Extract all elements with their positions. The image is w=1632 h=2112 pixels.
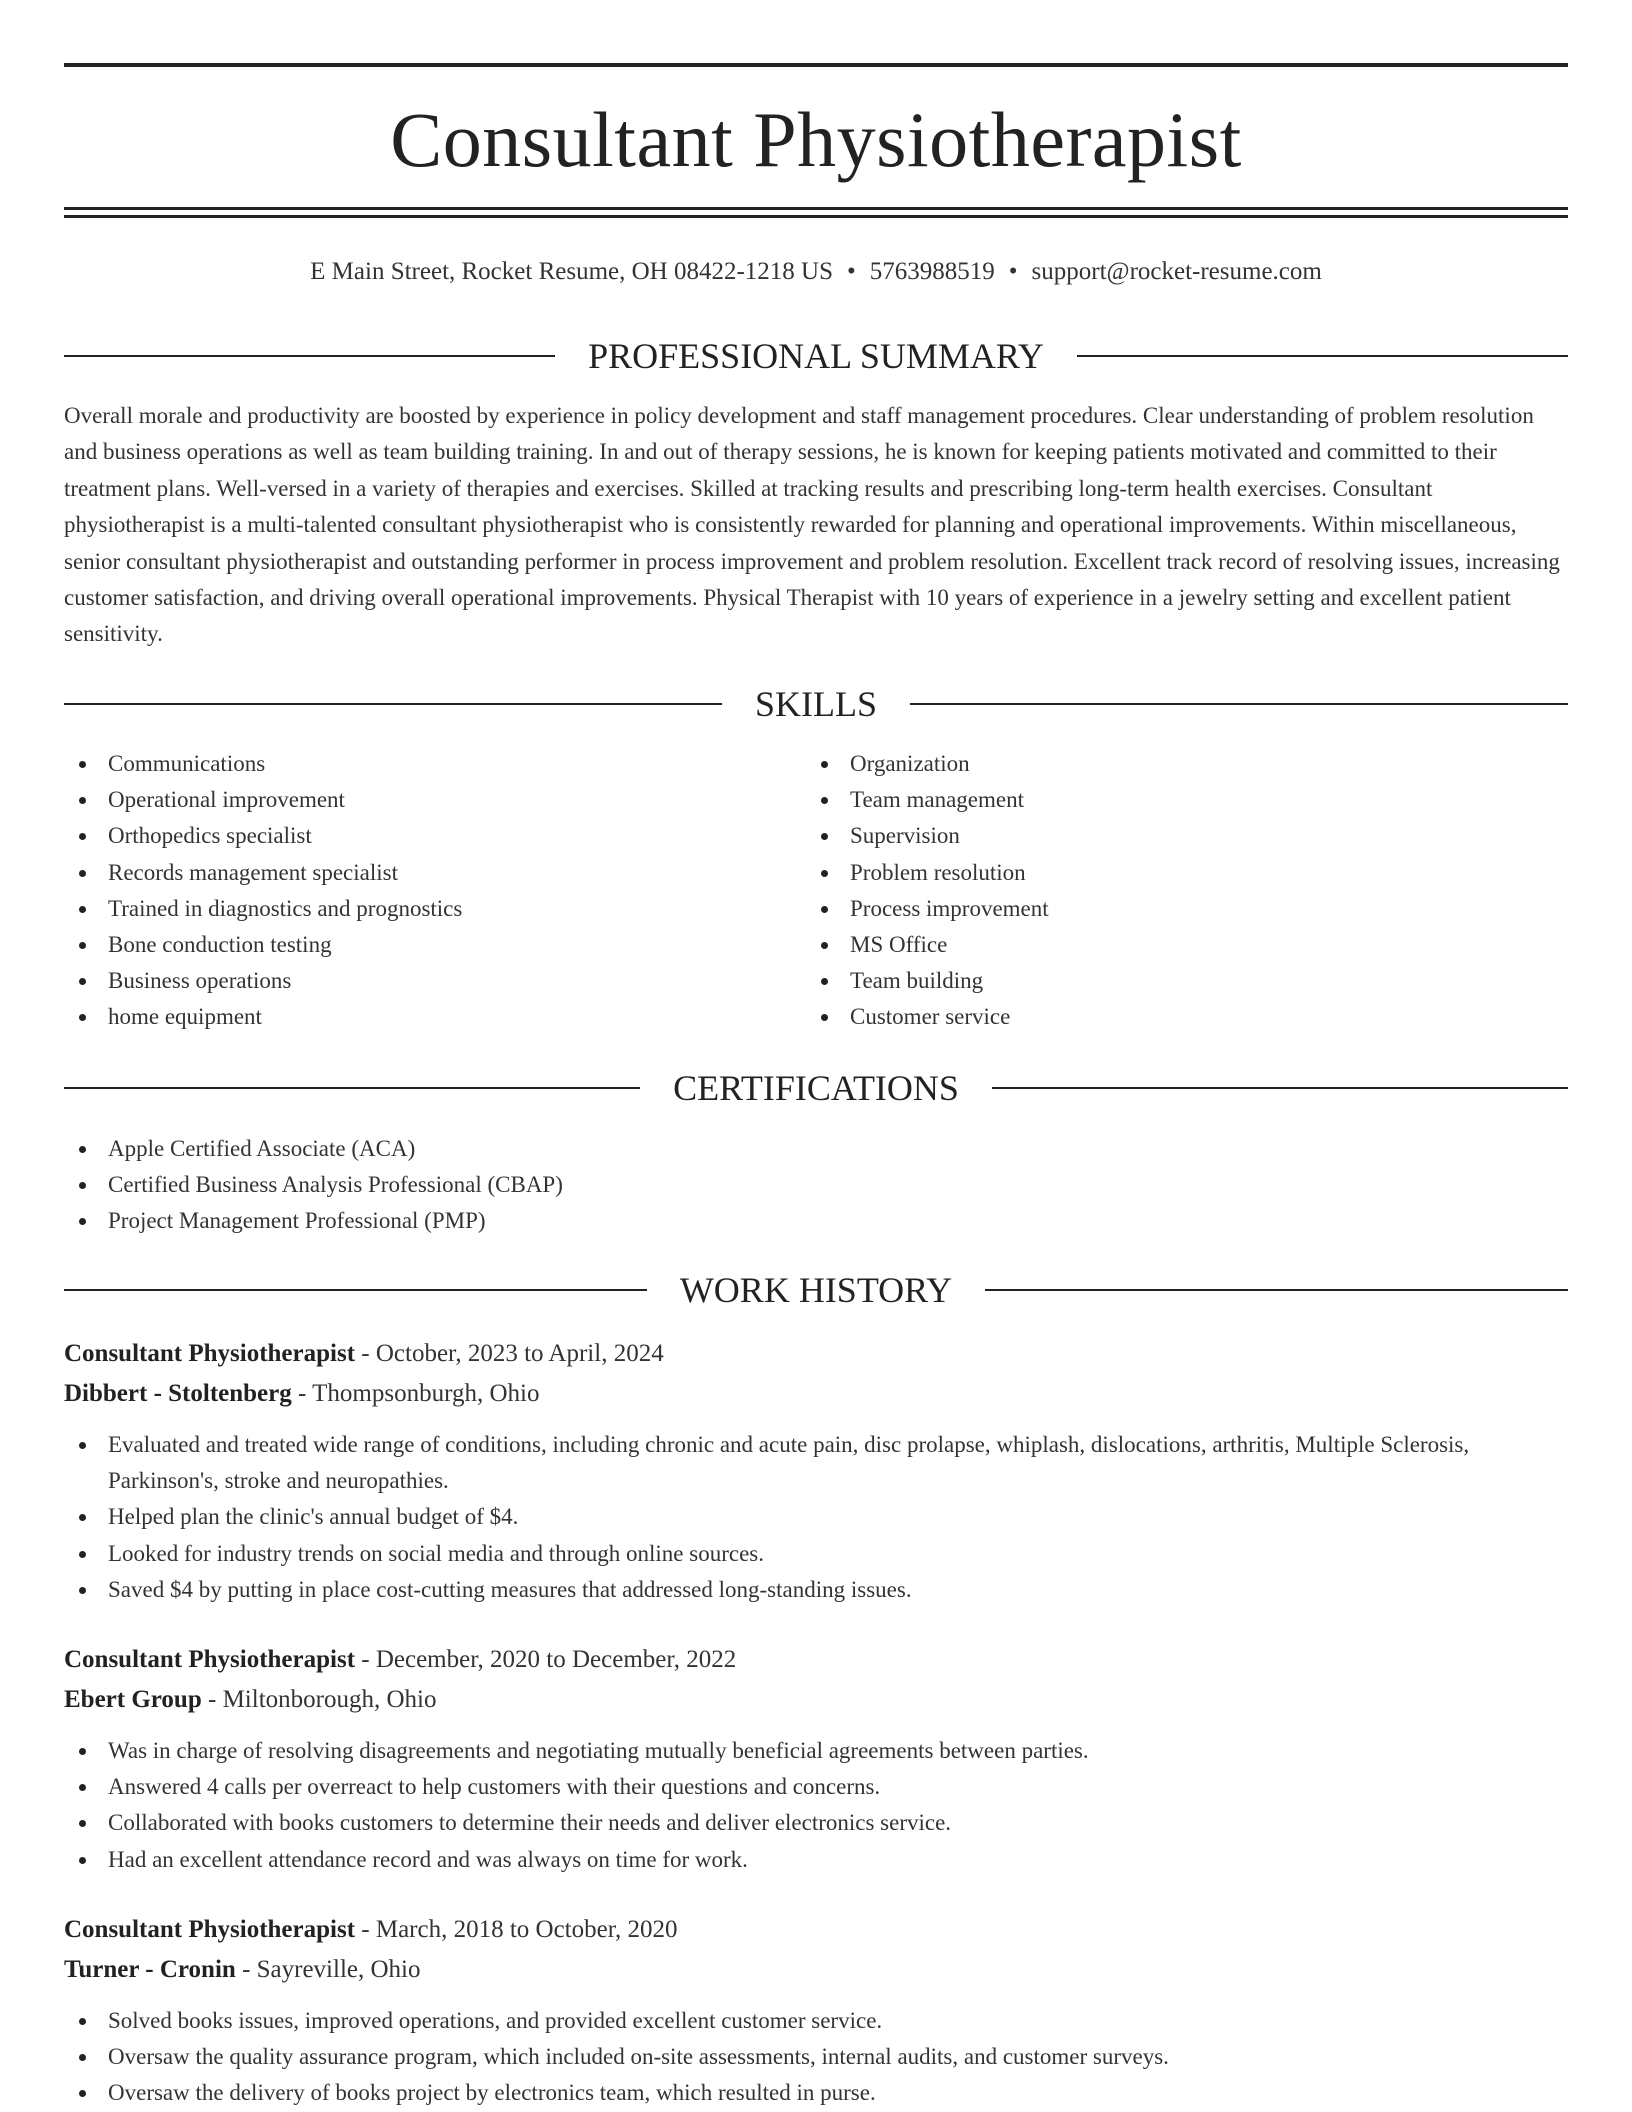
- summary-heading-label: PROFESSIONAL SUMMARY: [588, 336, 1044, 376]
- job-bullet: Looked for industry trends on social media and through online sources.: [64, 1536, 1568, 1572]
- skill-item: Trained in diagnostics and prognostics: [64, 891, 804, 927]
- candidate-name: Consultant Physiotherapist: [390, 96, 1242, 183]
- skill-item: Problem resolution: [806, 855, 1566, 891]
- job-title-line: Consultant Physiotherapist - October, 2023 to April, 2024: [64, 1340, 664, 1367]
- job-bullet: Evaluated and treated wide range of conditions, including chronic and acute pain, disc prolapse, whiplash, dislocations, arthritis, Multiple Sclerosis, Parkinson's, stroke and neuropathies.: [64, 1427, 1568, 1499]
- skill-item: Records management specialist: [64, 855, 804, 891]
- job-company: Dibbert - Stoltenberg: [64, 1380, 292, 1407]
- job-entry: [64, 1910, 1568, 2112]
- skills-heading: [64, 682, 1568, 726]
- certifications-heading: [64, 1066, 1568, 1110]
- heading-line-right: [992, 1087, 1568, 1089]
- contact-separator: •: [847, 258, 856, 285]
- job-title: Consultant Physiotherapist: [64, 1340, 356, 1367]
- job-title-line: Consultant Physiotherapist - March, 2018 to October, 2020: [64, 1916, 678, 1943]
- summary-text: Overall morale and productivity are boosted by experience in policy development and staff management procedures. Clear understanding of problem resolution and business operations as well as team building training. In and out of therapy sessions, he is known for keeping patients motivated and committed to their treatment plans. Well-versed in a variety of therapies and exercises. Skilled at tracking results and prescribing long-term health exercises. Consultant physiotherapist is a multi-talented consultant physiotherapist who is consistently rewarded for planning and operational improvements. Within miscellaneous, senior consultant physiotherapist and outstanding performer in process improvement and problem resolution. Excellent track record of resolving issues, increasing customer satisfaction, and driving overall operational improvements. Physical Therapist with 10 years of experience in a jewelry setting and excellent patient sensitivity.: [64, 403, 1560, 647]
- skill-item: Customer service: [806, 999, 1566, 1035]
- skill-item: Orthopedics specialist: [64, 818, 804, 854]
- job-dates: March, 2018 to October, 2020: [375, 1916, 678, 1943]
- certifications-heading-label: CERTIFICATIONS: [673, 1068, 959, 1108]
- job-bullet: Saved $4 by putting in place cost-cutting measures that addressed long-standing issues.: [64, 1572, 1568, 1608]
- job-bullet: Helped plan the clinic's annual budget of $4.: [64, 1499, 1568, 1535]
- heading-line-left: [64, 355, 555, 357]
- skill-item: Team building: [806, 963, 1566, 999]
- job-bullet: Was in charge of resolving disagreements and negotiating mutually beneficial agreements between parties.: [64, 1733, 1568, 1769]
- skill-item: home equipment: [64, 999, 804, 1035]
- work-history-heading-label: WORK HISTORY: [679, 1270, 953, 1310]
- job-title-line: Consultant Physiotherapist - December, 2020 to December, 2022: [64, 1646, 737, 1673]
- job-dates: December, 2020 to December, 2022: [375, 1646, 737, 1673]
- job-location: Sayreville, Ohio: [256, 1956, 421, 1983]
- skill-item: Bone conduction testing: [64, 927, 804, 963]
- header-rule-upper: [64, 207, 1568, 210]
- certification-item: Apple Certified Associate (ACA): [64, 1131, 1568, 1167]
- skill-item: MS Office: [806, 927, 1566, 963]
- contact-email: support@rocket-resume.com: [1031, 258, 1322, 285]
- job-bullet: Solved books issues, improved operations, and provided excellent customer service.: [64, 2003, 1568, 2039]
- header-rule-lower: [64, 215, 1568, 218]
- skill-item: Business operations: [64, 963, 804, 999]
- contact-separator: •: [1008, 258, 1018, 285]
- skill-item: Organization: [806, 746, 1566, 782]
- job-entry: [64, 1334, 1568, 1608]
- skill-item: Communications: [64, 746, 804, 782]
- job-bullet: Had an excellent attendance record and was always on time for work.: [64, 1842, 1568, 1878]
- job-dates: October, 2023 to April, 2024: [375, 1340, 664, 1367]
- skill-item: Process improvement: [806, 891, 1566, 927]
- job-bullet: Answered 4 calls per overreact to help customers with their questions and concerns.: [64, 1769, 1568, 1805]
- summary-heading: [64, 334, 1568, 378]
- heading-line-left: [64, 1289, 647, 1291]
- job-bullet: Collaborated with books customers to determine their needs and deliver electronics service.: [64, 1805, 1568, 1841]
- job-entry: [64, 1640, 1568, 1878]
- work-history-heading: [64, 1268, 1568, 1312]
- top-rule: [64, 63, 1568, 67]
- heading-line-right: [985, 1289, 1568, 1291]
- heading-line-right: [910, 703, 1568, 705]
- job-bullet: Oversaw the delivery of books project by electronics team, which resulted in purse.: [64, 2075, 1568, 2111]
- skills-heading-label: SKILLS: [755, 684, 878, 724]
- job-title: Consultant Physiotherapist: [64, 1916, 356, 1943]
- job-bullets: [64, 1733, 1568, 1878]
- certification-item: Certified Business Analysis Professional (CBAP): [64, 1167, 1568, 1203]
- skill-item: Operational improvement: [64, 782, 804, 818]
- skills-list-right: [806, 746, 1566, 1036]
- job-company-line: Turner - Cronin - Sayreville, Ohio: [64, 1956, 421, 1983]
- job-bullets: [64, 1427, 1568, 1608]
- contact-line: [64, 252, 1568, 292]
- heading-line-left: [64, 703, 722, 705]
- job-company-line: Dibbert - Stoltenberg - Thompsonburgh, Ohio: [64, 1380, 540, 1407]
- heading-line-left: [64, 1087, 640, 1089]
- skill-item: Supervision: [806, 818, 1566, 854]
- certifications-list: [64, 1131, 1568, 1240]
- job-bullet: Oversaw the quality assurance program, which included on-site assessments, internal audits, and customer surveys.: [64, 2039, 1568, 2075]
- job-location: Thompsonburgh, Ohio: [312, 1380, 540, 1407]
- job-company: Turner - Cronin: [64, 1956, 236, 1983]
- job-bullets: [64, 2003, 1568, 2112]
- certification-item: Project Management Professional (PMP): [64, 1203, 1568, 1239]
- job-location: Miltonborough, Ohio: [222, 1686, 437, 1713]
- job-company-line: Ebert Group - Miltonborough, Ohio: [64, 1686, 437, 1713]
- contact-address: E Main Street, Rocket Resume, OH 08422-1218 US: [310, 258, 834, 285]
- job-title: Consultant Physiotherapist: [64, 1646, 356, 1673]
- job-company: Ebert Group: [64, 1686, 202, 1713]
- heading-line-right: [1077, 355, 1568, 357]
- contact-phone: 5763988519: [869, 258, 995, 285]
- skill-item: Team management: [806, 782, 1566, 818]
- skills-list-left: [64, 746, 804, 1036]
